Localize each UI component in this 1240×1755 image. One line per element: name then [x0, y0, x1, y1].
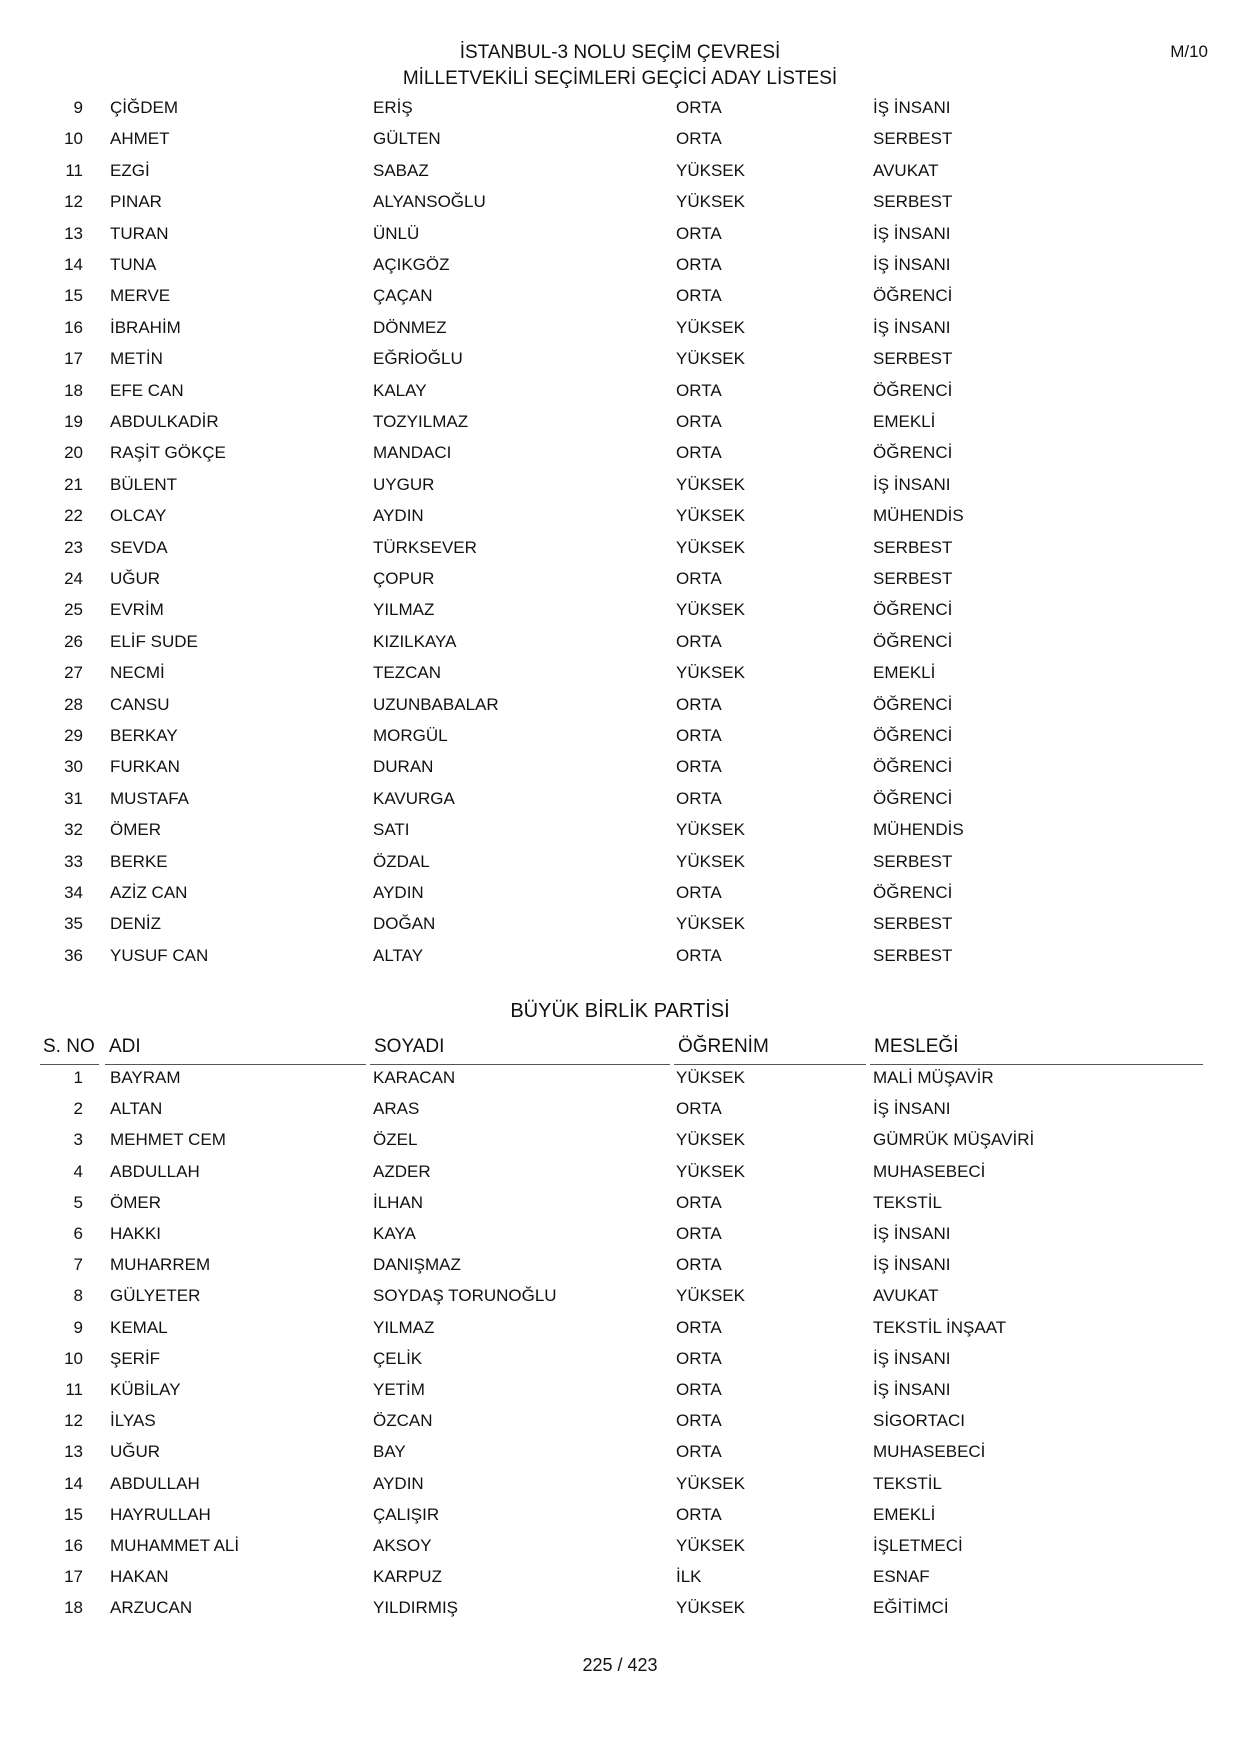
row-number: 13 — [64, 223, 83, 243]
candidate-education: YÜKSEK — [676, 192, 745, 212]
candidate-education: YÜKSEK — [676, 160, 745, 180]
table-row — [0, 506, 1240, 537]
row-number: 11 — [65, 1380, 83, 1399]
table-row — [0, 129, 1240, 160]
column-header-profession — [870, 1036, 1203, 1065]
table-row — [0, 1536, 1240, 1567]
candidate-surname: İLHAN — [373, 1192, 424, 1212]
candidate-profession: TEKSTİL — [873, 1192, 942, 1212]
candidate-education: ORTA — [676, 1099, 722, 1119]
page-number: 225 / 423 — [582, 1655, 658, 1675]
candidate-education: ORTA — [676, 286, 722, 306]
candidate-surname: YILMAZ — [373, 1317, 435, 1337]
candidate-profession: MÜHENDİS — [873, 506, 964, 526]
column-header-label: MESLEĞİ — [874, 1036, 959, 1057]
candidate-profession: ÖĞRENCİ — [873, 380, 953, 400]
candidate-education: ORTA — [676, 412, 722, 431]
candidate-profession: İŞ İNSANI — [873, 1099, 951, 1119]
candidate-profession: İŞ İNSANI — [873, 223, 951, 243]
candidate-education: YÜKSEK — [676, 820, 745, 840]
table-row — [0, 569, 1240, 600]
table-row — [0, 946, 1240, 977]
candidate-surname: YETİM — [373, 1380, 425, 1399]
candidate-profession: ÖĞRENCİ — [873, 694, 953, 714]
candidate-profession: TEKSTİL İNŞAAT — [873, 1317, 1007, 1337]
candidate-education: ORTA — [676, 788, 722, 808]
table-row — [0, 632, 1240, 663]
candidate-education: YÜKSEK — [676, 474, 745, 494]
candidate-profession: İŞ İNSANI — [873, 317, 951, 337]
table-row — [0, 789, 1240, 820]
candidate-profession: EMEKLİ — [873, 412, 936, 431]
candidate-surname: UYGUR — [373, 474, 435, 494]
candidate-surname: MANDACI — [373, 443, 452, 463]
candidate-surname: AKSOY — [373, 1536, 432, 1555]
table-row — [0, 1567, 1240, 1598]
candidate-surname: SOYDAŞ TORUNOĞLU — [373, 1286, 557, 1306]
candidate-first-name: BÜLENT — [110, 474, 178, 494]
candidate-profession: İŞLETMECİ — [873, 1536, 963, 1555]
candidate-surname: DÖNMEZ — [373, 317, 447, 337]
candidate-education: ORTA — [676, 380, 722, 400]
candidate-education: YÜKSEK — [676, 1536, 745, 1555]
candidate-education: ORTA — [676, 569, 722, 588]
candidate-education: YÜKSEK — [676, 537, 745, 557]
candidate-profession: ÖĞRENCİ — [873, 286, 953, 306]
candidate-surname: EĞRİOĞLU — [373, 349, 463, 369]
candidate-education: ORTA — [676, 757, 722, 777]
candidate-first-name: GÜLYETER — [110, 1286, 201, 1306]
row-number: 14 — [64, 1473, 83, 1493]
table-row — [0, 1286, 1240, 1317]
table-row — [0, 349, 1240, 380]
row-number: 7 — [73, 1255, 83, 1275]
candidate-education: YÜKSEK — [676, 663, 745, 683]
candidate-first-name: AHMET — [110, 129, 170, 149]
candidate-education: YÜKSEK — [676, 1068, 745, 1087]
candidate-first-name: AZİZ CAN — [110, 883, 188, 902]
candidate-profession: AVUKAT — [873, 1286, 939, 1306]
row-number: 24 — [64, 569, 83, 588]
table-row — [0, 852, 1240, 883]
candidate-profession: MUHASEBECİ — [873, 1161, 986, 1181]
candidate-first-name: RAŞİT GÖKÇE — [110, 443, 226, 463]
candidate-surname: DOĞAN — [373, 914, 436, 934]
row-number: 10 — [64, 129, 83, 149]
candidate-surname: KIZILKAYA — [373, 631, 457, 651]
candidate-profession: AVUKAT — [873, 160, 939, 180]
candidate-surname: AYDIN — [373, 1473, 424, 1493]
candidate-surname: UZUNBABALAR — [373, 694, 499, 714]
candidate-surname: ÇELİK — [373, 1348, 423, 1368]
table-row — [0, 318, 1240, 349]
candidate-profession: MALİ MÜŞAVİR — [873, 1068, 994, 1087]
candidate-surname: KALAY — [373, 380, 427, 400]
table-row — [0, 820, 1240, 851]
candidate-surname: TÜRKSEVER — [373, 537, 477, 557]
row-number: 19 — [64, 412, 83, 431]
candidate-education: ORTA — [676, 694, 722, 714]
candidate-profession: ESNAF — [873, 1567, 930, 1587]
row-number: 9 — [73, 1317, 83, 1337]
candidate-education: YÜKSEK — [676, 349, 745, 369]
candidate-first-name: PINAR — [110, 192, 162, 212]
candidate-profession: MÜHENDİS — [873, 820, 964, 840]
candidate-first-name: İBRAHİM — [110, 317, 181, 337]
table-row — [0, 914, 1240, 945]
table-row — [0, 412, 1240, 443]
candidate-education: ORTA — [676, 1255, 722, 1275]
row-number: 5 — [73, 1192, 83, 1212]
candidate-first-name: MERVE — [110, 286, 171, 306]
row-number: 30 — [64, 757, 83, 777]
candidate-education: İLK — [676, 1567, 702, 1587]
table-row — [0, 726, 1240, 757]
candidate-surname: YILDIRMIŞ — [373, 1598, 459, 1618]
candidate-profession: SERBEST — [873, 851, 953, 871]
table-row — [0, 1130, 1240, 1161]
candidate-profession: SİGORTACI — [873, 1411, 965, 1431]
table-row — [0, 1068, 1240, 1099]
candidate-profession: SERBEST — [873, 914, 953, 934]
row-number: 26 — [64, 631, 83, 651]
candidate-surname: ÖZCAN — [373, 1411, 433, 1431]
row-number: 4 — [73, 1161, 83, 1181]
column-header-label: ÖĞRENİM — [678, 1036, 769, 1057]
row-number: 16 — [64, 317, 83, 337]
candidate-first-name: METİN — [110, 349, 163, 369]
candidate-first-name: ABDULLAH — [110, 1161, 200, 1181]
candidate-education: YÜKSEK — [676, 851, 745, 871]
table-row — [0, 695, 1240, 726]
candidate-surname: ÇALIŞIR — [373, 1504, 440, 1524]
candidate-first-name: BERKE — [110, 851, 168, 871]
table-row — [0, 1442, 1240, 1473]
table-row — [0, 1318, 1240, 1349]
candidate-profession: ÖĞRENCİ — [873, 726, 953, 745]
candidate-profession: İŞ İNSANI — [873, 1255, 951, 1275]
row-number: 31 — [64, 788, 83, 808]
column-header-education — [674, 1036, 866, 1065]
row-number: 6 — [73, 1224, 83, 1243]
table-row — [0, 1162, 1240, 1193]
candidate-first-name: YUSUF CAN — [110, 945, 209, 965]
table-row — [0, 600, 1240, 631]
candidate-surname: BAY — [373, 1442, 406, 1462]
candidate-profession: MUHASEBECİ — [873, 1442, 986, 1462]
candidate-profession: İŞ İNSANI — [873, 1348, 951, 1368]
row-number: 13 — [64, 1442, 83, 1462]
table-row — [0, 538, 1240, 569]
table-row — [0, 192, 1240, 223]
candidate-surname: AÇIKGÖZ — [373, 255, 450, 274]
table-row — [0, 1193, 1240, 1224]
candidate-surname: TEZCAN — [373, 663, 441, 683]
table-header-row — [0, 1036, 1240, 1066]
candidate-first-name: UĞUR — [110, 1442, 161, 1462]
table-row — [0, 757, 1240, 788]
candidate-profession: İŞ İNSANI — [873, 255, 951, 274]
row-number: 15 — [64, 286, 83, 306]
table-row — [0, 1349, 1240, 1380]
candidate-first-name: BERKAY — [110, 726, 178, 745]
candidate-first-name: NECMİ — [110, 663, 165, 683]
candidate-first-name: MEHMET CEM — [110, 1130, 226, 1150]
candidate-first-name: ELİF SUDE — [110, 631, 198, 651]
candidate-surname: KAVURGA — [373, 788, 455, 808]
column-header-label: S. NO — [43, 1036, 95, 1057]
candidate-surname: AYDIN — [373, 506, 424, 526]
candidate-first-name: EFE CAN — [110, 380, 184, 400]
row-number: 15 — [64, 1504, 83, 1524]
candidate-profession: SERBEST — [873, 569, 953, 588]
candidate-education: ORTA — [676, 1380, 722, 1399]
candidate-profession: SERBEST — [873, 349, 953, 369]
candidate-education: YÜKSEK — [676, 1473, 745, 1493]
row-number: 21 — [64, 474, 83, 494]
row-number: 16 — [64, 1536, 83, 1555]
row-number: 36 — [64, 945, 83, 965]
candidate-education: ORTA — [676, 726, 722, 745]
table-row — [0, 883, 1240, 914]
candidate-first-name: KÜBİLAY — [110, 1380, 181, 1399]
candidate-profession: GÜMRÜK MÜŞAVİRİ — [873, 1130, 1035, 1150]
table-row — [0, 1505, 1240, 1536]
candidate-first-name: MUHAMMET ALİ — [110, 1536, 240, 1555]
row-number: 22 — [64, 506, 83, 526]
candidate-profession: SERBEST — [873, 537, 953, 557]
table-row — [0, 224, 1240, 255]
candidate-education: ORTA — [676, 883, 722, 902]
candidate-surname: ÜNLÜ — [373, 223, 420, 243]
page-code: M/10 — [1170, 42, 1208, 61]
row-number: 3 — [73, 1130, 83, 1150]
candidate-education: ORTA — [676, 1348, 722, 1368]
candidate-profession: SERBEST — [873, 945, 953, 965]
candidate-education: ORTA — [676, 1317, 722, 1337]
candidate-surname: ARAS — [373, 1099, 420, 1119]
candidate-education: ORTA — [676, 255, 722, 274]
candidate-profession: ÖĞRENCİ — [873, 631, 953, 651]
candidate-surname: ÖZEL — [373, 1130, 418, 1150]
table-row — [0, 1224, 1240, 1255]
candidate-education: ORTA — [676, 1411, 722, 1431]
row-number: 9 — [73, 98, 83, 117]
candidate-surname: KARACAN — [373, 1068, 456, 1087]
candidate-profession: SERBEST — [873, 192, 953, 212]
candidate-surname: DURAN — [373, 757, 434, 777]
table-row — [0, 1411, 1240, 1442]
row-number: 34 — [64, 883, 83, 902]
candidate-first-name: FURKAN — [110, 757, 180, 777]
candidate-surname: SABAZ — [373, 160, 429, 180]
table-row — [0, 663, 1240, 694]
table-row — [0, 161, 1240, 192]
candidate-profession: TEKSTİL — [873, 1473, 942, 1493]
row-number: 29 — [64, 726, 83, 745]
candidate-surname: ÖZDAL — [373, 851, 430, 871]
candidate-first-name: HAKKI — [110, 1224, 162, 1243]
candidate-education: YÜKSEK — [676, 914, 745, 934]
candidate-profession: SERBEST — [873, 129, 953, 149]
candidate-first-name: CANSU — [110, 694, 170, 714]
row-number: 35 — [64, 914, 83, 934]
row-number: 23 — [64, 537, 83, 557]
candidate-education: ORTA — [676, 945, 722, 965]
candidate-education: YÜKSEK — [676, 600, 745, 620]
candidate-surname: ÇOPUR — [373, 569, 435, 588]
candidate-surname: DANIŞMAZ — [373, 1255, 461, 1275]
candidate-first-name: OLCAY — [110, 506, 167, 526]
column-header-sno — [40, 1036, 99, 1065]
candidate-surname: KAYA — [373, 1224, 416, 1243]
table-row — [0, 1255, 1240, 1286]
table-row — [0, 1598, 1240, 1629]
candidate-education: ORTA — [676, 443, 722, 463]
candidate-first-name: BAYRAM — [110, 1068, 181, 1087]
candidate-surname: SATI — [373, 820, 410, 840]
candidate-first-name: EZGİ — [110, 160, 150, 180]
candidate-first-name: TUNA — [110, 255, 157, 274]
candidate-education: ORTA — [676, 98, 722, 117]
candidate-first-name: ÖMER — [110, 820, 161, 840]
candidate-first-name: EVRİM — [110, 600, 164, 620]
table-row — [0, 1474, 1240, 1505]
candidate-education: ORTA — [676, 129, 722, 149]
row-number: 25 — [64, 600, 83, 620]
table-row — [0, 381, 1240, 412]
document-title-line2: MİLLETVEKİLİ SEÇİMLERİ GEÇİCİ ADAY LİSTESİ — [402, 68, 838, 89]
candidate-surname: GÜLTEN — [373, 129, 441, 149]
column-header-name — [105, 1036, 366, 1065]
candidate-profession: ÖĞRENCİ — [873, 757, 953, 777]
candidate-first-name: DENİZ — [110, 914, 161, 934]
row-number: 17 — [64, 349, 83, 369]
column-header-surname — [370, 1036, 670, 1065]
candidate-surname: YILMAZ — [373, 600, 435, 620]
row-number: 18 — [64, 1598, 83, 1618]
candidate-first-name: HAYRULLAH — [110, 1504, 211, 1524]
table-row — [0, 255, 1240, 286]
table-row — [0, 1380, 1240, 1411]
candidate-first-name: ARZUCAN — [110, 1598, 193, 1618]
document-title-line1: İSTANBUL-3 NOLU SEÇİM ÇEVRESİ — [459, 42, 781, 63]
candidate-surname: TOZYILMAZ — [373, 412, 469, 431]
row-number: 17 — [64, 1567, 83, 1587]
candidate-surname: AYDIN — [373, 883, 424, 902]
candidate-education: ORTA — [676, 631, 722, 651]
row-number: 14 — [64, 255, 83, 274]
party-title: BÜYÜK BİRLİK PARTİSİ — [510, 1000, 730, 1022]
candidate-first-name: İLYAS — [110, 1411, 156, 1431]
row-number: 8 — [73, 1286, 83, 1306]
candidate-surname: ERİŞ — [373, 98, 413, 117]
candidate-education: YÜKSEK — [676, 1286, 745, 1306]
table-row — [0, 98, 1240, 129]
candidate-first-name: TURAN — [110, 223, 169, 243]
candidate-education: ORTA — [676, 1442, 722, 1462]
candidate-profession: İŞ İNSANI — [873, 474, 951, 494]
candidate-profession: EMEKLİ — [873, 1504, 936, 1524]
candidate-profession: ÖĞRENCİ — [873, 443, 953, 463]
candidate-education: ORTA — [676, 1504, 722, 1524]
candidate-first-name: SEVDA — [110, 537, 168, 557]
candidate-education: ORTA — [676, 1224, 722, 1243]
candidate-surname: AZDER — [373, 1161, 431, 1181]
column-header-label: ADI — [109, 1036, 141, 1057]
row-number: 2 — [73, 1099, 83, 1119]
row-number: 1 — [73, 1068, 83, 1087]
candidate-profession: İŞ İNSANI — [873, 1380, 951, 1399]
candidate-surname: ALYANSOĞLU — [373, 192, 486, 212]
table-row — [0, 443, 1240, 474]
candidate-first-name: MUSTAFA — [110, 788, 190, 808]
candidate-first-name: ALTAN — [110, 1099, 163, 1119]
candidate-profession: EMEKLİ — [873, 663, 936, 683]
candidate-first-name: ABDULKADİR — [110, 412, 219, 431]
candidate-education: YÜKSEK — [676, 1598, 745, 1618]
candidate-first-name: KEMAL — [110, 1317, 168, 1337]
candidate-education: YÜKSEK — [676, 317, 745, 337]
candidate-education: YÜKSEK — [676, 1130, 745, 1150]
row-number: 33 — [64, 851, 83, 871]
row-number: 11 — [65, 160, 83, 180]
candidate-profession: İŞ İNSANI — [873, 98, 951, 117]
candidate-surname: KARPUZ — [373, 1567, 442, 1587]
table-row — [0, 286, 1240, 317]
candidate-profession: İŞ İNSANI — [873, 1224, 951, 1243]
row-number: 12 — [64, 192, 83, 212]
candidate-profession: ÖĞRENCİ — [873, 600, 953, 620]
candidate-first-name: ÇİĞDEM — [110, 98, 178, 117]
candidate-surname: ÇAÇAN — [373, 286, 433, 306]
candidate-profession: EĞİTİMCİ — [873, 1598, 949, 1618]
candidate-education: YÜKSEK — [676, 506, 745, 526]
candidate-education: ORTA — [676, 1192, 722, 1212]
candidate-profession: ÖĞRENCİ — [873, 883, 953, 902]
candidate-first-name: ŞERİF — [110, 1348, 161, 1368]
candidate-first-name: ÖMER — [110, 1192, 161, 1212]
row-number: 27 — [64, 663, 83, 683]
candidate-profession: ÖĞRENCİ — [873, 788, 953, 808]
row-number: 18 — [64, 380, 83, 400]
row-number: 10 — [64, 1348, 83, 1368]
candidate-first-name: MUHARREM — [110, 1255, 211, 1275]
candidate-surname: ALTAY — [373, 945, 424, 965]
candidate-first-name: ABDULLAH — [110, 1473, 200, 1493]
table-row — [0, 1099, 1240, 1130]
candidate-first-name: UĞUR — [110, 569, 161, 588]
table-row — [0, 475, 1240, 506]
candidate-education: ORTA — [676, 223, 722, 243]
row-number: 28 — [64, 694, 83, 714]
candidate-first-name: HAKAN — [110, 1567, 169, 1587]
candidate-education: YÜKSEK — [676, 1161, 745, 1181]
candidate-surname: MORGÜL — [373, 726, 448, 745]
row-number: 20 — [64, 443, 83, 463]
row-number: 12 — [64, 1411, 83, 1431]
row-number: 32 — [64, 820, 83, 840]
column-header-label: SOYADI — [374, 1036, 445, 1057]
